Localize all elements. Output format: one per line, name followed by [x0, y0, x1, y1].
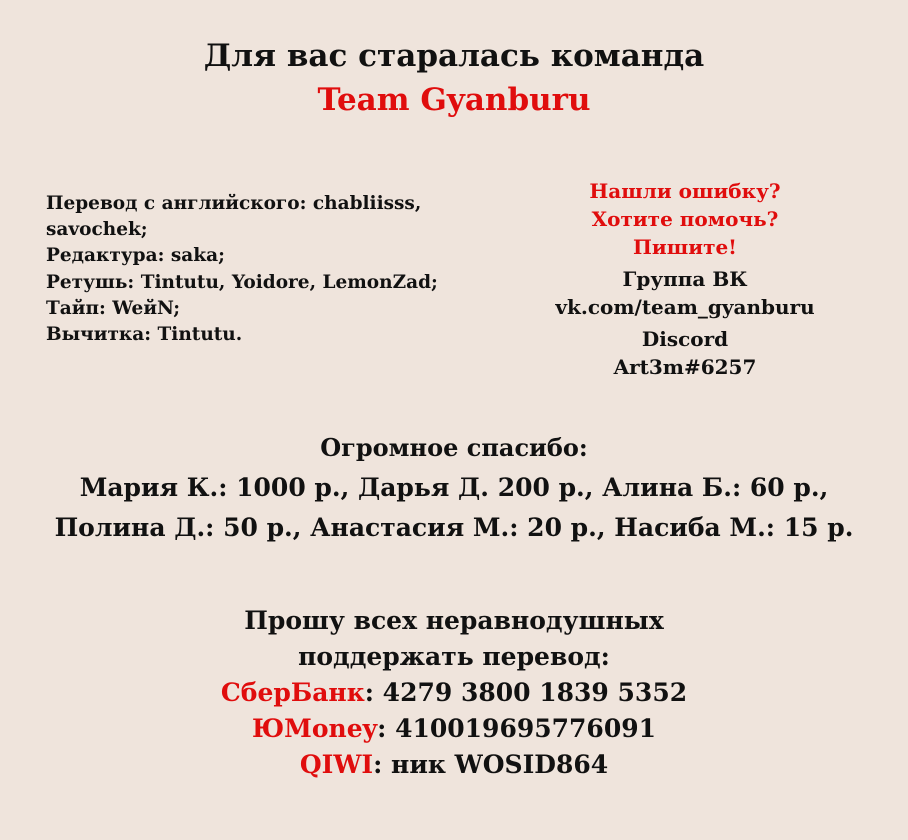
header-title: Для вас старалась команда [203, 38, 705, 74]
credits-header [0, 34, 908, 122]
thanks-block [0, 428, 908, 548]
credit-line: savochek; [46, 219, 148, 241]
team-name: Team Gyanburu [317, 82, 591, 118]
payment-name: ЮMoney [252, 714, 378, 743]
payment-name: СберБанк [220, 678, 365, 707]
discord-id: Art3m#6257 [613, 355, 757, 379]
support-text: Прошу всех неравнодушных [244, 606, 664, 635]
payment-name: QIWI [299, 750, 374, 779]
credits-list [46, 191, 516, 348]
vk-link: vk.com/team_gyanburu [555, 295, 815, 319]
credit-line: Ретушь: Tintutu, Yoidore, LemonZad; [46, 271, 438, 293]
contact-prompt-line: Хотите помочь? [591, 207, 779, 231]
payment-yumoney [0, 711, 908, 747]
contact-block [535, 177, 835, 381]
credit-line: Редактура: saka; [46, 245, 225, 267]
payment-sberbank [0, 675, 908, 711]
discord-label: Discord [641, 327, 729, 351]
contact-prompt-line: Пишите! [633, 235, 737, 259]
credit-line: Тайп: WeйN; [46, 297, 181, 319]
payment-value: : 4279 3800 1839 5352 [364, 678, 688, 707]
support-block [0, 603, 908, 783]
contact-prompt-line: Нашли ошибку? [589, 179, 781, 203]
support-text: поддержать перевод: [298, 642, 610, 671]
vk-group-label: Группа ВК [622, 267, 748, 291]
thanks-line: Полина Д.: 50 р., Анастасия М.: 20 р., Насиба М.: 15 р. [54, 513, 854, 542]
credit-line: Перевод с английского: chabliisss, [46, 193, 422, 214]
payment-qiwi [0, 747, 908, 783]
payment-value: : 410019695776091 [377, 714, 656, 743]
thanks-line: Мария К.: 1000 р., Дарья Д. 200 р., Алина Б.: 60 р., [79, 473, 829, 502]
credit-line: Вычитка: Tintutu. [46, 324, 243, 346]
thanks-heading: Огромное спасибо: [320, 433, 588, 462]
payment-value: : ник WOSID864 [373, 750, 609, 779]
